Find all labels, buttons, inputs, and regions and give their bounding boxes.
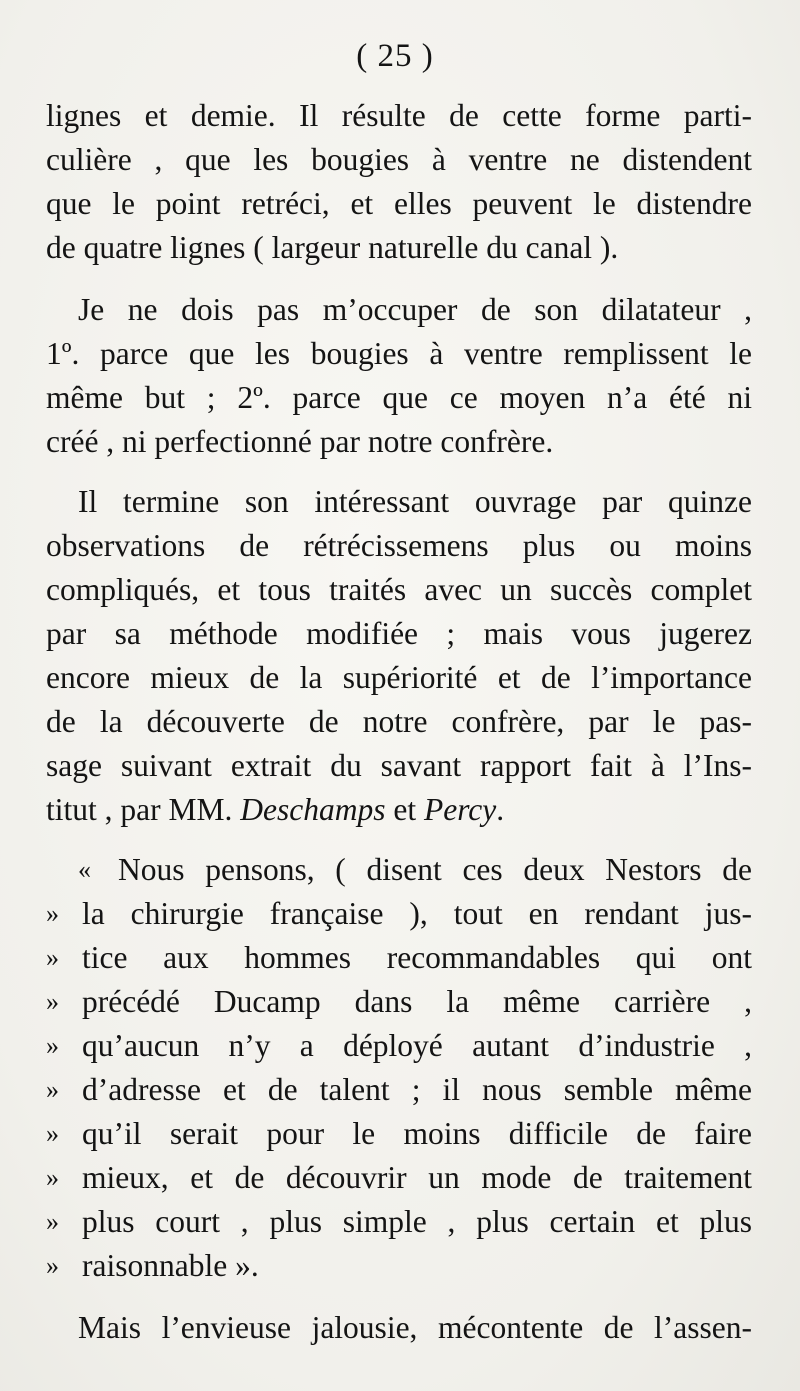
quote-mark: » [46, 1251, 59, 1280]
text-segment: . [496, 792, 505, 827]
text-line: par sa méthode modifiée ; mais vous jugerez [46, 616, 752, 651]
text-line: lignes et demie. Il résulte de cette forme parti- [46, 98, 752, 133]
text-line: encore mieux de la supériorité et de l’importance [46, 660, 752, 695]
page-number: ( 25 ) [356, 38, 434, 74]
quote-line [46, 1156, 752, 1200]
quote-text: raisonnable ». [82, 1248, 259, 1283]
quote-mark: » [46, 899, 59, 928]
quote-line [46, 980, 752, 1024]
text-segment: titut , par MM. [46, 792, 241, 827]
quote-line [46, 892, 752, 936]
quote-mark: » [46, 1075, 59, 1104]
quote-mark: « [78, 855, 91, 884]
quote-text: mieux, et de découvrir un mode de traitement [82, 1160, 752, 1195]
text-line: de la découverte de notre confrère, par le pas- [46, 704, 752, 739]
quote-line [46, 1112, 752, 1156]
quote-line [46, 848, 752, 892]
quote-text: qu’aucun n’y a déployé autant d’industrie , [82, 1028, 752, 1063]
text-line: sage suivant extrait du savant rapport fait à l’Ins- [46, 748, 752, 783]
text-line [46, 788, 752, 832]
quote-text: d’adresse et de talent ; il nous semble même [82, 1072, 752, 1107]
quote-text: précédé Ducamp dans la même carrière , [82, 984, 752, 1019]
text-line: Il termine son intéressant ouvrage par quinze [78, 484, 752, 519]
quote-mark: » [46, 1207, 59, 1236]
text-line: que le point retréci, et elles peuvent le distendre [46, 186, 752, 221]
text-line: même but ; 2º. parce que ce moyen n’a été ni [46, 380, 752, 415]
quote-mark: » [46, 987, 59, 1016]
quote-mark: » [46, 943, 59, 972]
text-line: culière , que les bougies à ventre ne distendent [46, 142, 752, 177]
text-segment: et [385, 792, 424, 827]
text-line: Mais l’envieuse jalousie, mécontente de l’assen- [78, 1310, 752, 1345]
quote-line [46, 1068, 752, 1112]
quote-text: Nous pensons, ( disent ces deux Nestors de [118, 852, 752, 887]
quote-text: plus court , plus simple , plus certain et plus [82, 1204, 752, 1239]
quote-mark: » [46, 1031, 59, 1060]
author-name-percy: Percy [423, 792, 497, 827]
quote-line [46, 936, 752, 980]
quote-text: la chirurgie française ), tout en rendant jus- [82, 896, 752, 931]
quote-text: tice aux hommes recommandables qui ont [82, 940, 752, 975]
text-line: compliqués, et tous traités avec un succès complet [46, 572, 752, 607]
text-line: 1º. parce que les bougies à ventre remplissent le [46, 336, 752, 371]
quote-line [46, 1244, 752, 1288]
quote-mark: » [46, 1119, 59, 1148]
quote-text: qu’il serait pour le moins difficile de faire [82, 1116, 752, 1151]
quote-line [46, 1200, 752, 1244]
text-line: observations de rétrécissemens plus ou moins [46, 528, 752, 563]
quote-mark: » [46, 1163, 59, 1192]
text-line: de quatre lignes ( largeur naturelle du canal ). [46, 230, 619, 265]
text-line: Je ne dois pas m’occuper de son dilatateur , [78, 292, 752, 327]
text-line: créé , ni perfectionné par notre confrère. [46, 424, 554, 459]
author-name-deschamps: Deschamps [240, 792, 386, 827]
quote-line [46, 1024, 752, 1068]
